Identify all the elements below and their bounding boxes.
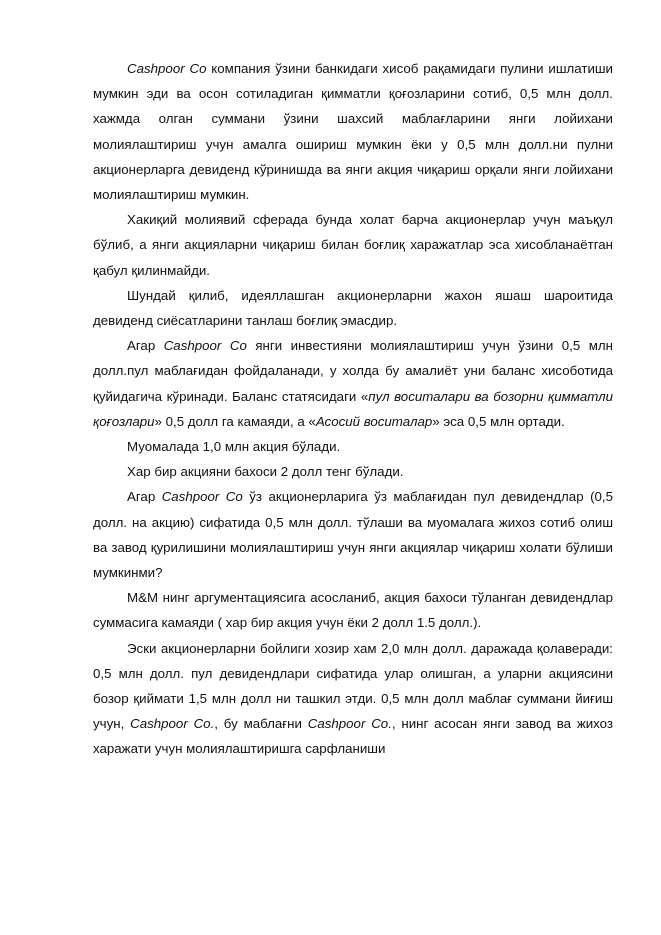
paragraph xyxy=(93,484,613,585)
text: янги инвестияни молиялаштириш учун ўзини 0,5 млн долл.пул маблағидан фойдаланади, у холда бу амалиёт уни баланс хисоботида қуйидагича кўринади. Баланс статясидаги « xyxy=(93,338,613,404)
paragraph xyxy=(93,636,613,762)
text: M&M нинг аргументациясига асосланиб, акция бахоси тўланган девидендлар суммасига камаяди ( хар бир акция учун ёки 2 долл 1.5 долл.). xyxy=(93,590,613,631)
text: Агар xyxy=(127,489,162,505)
paragraph xyxy=(93,56,613,207)
text: , нинг асосан янги завод ва жихоз харажати учун молиялаштиришга сарфланиши xyxy=(93,716,613,757)
text: » 0,5 долл га камаяди, а « xyxy=(154,413,316,429)
italic-text: Cashpoor Co xyxy=(127,61,207,76)
text: Хар бир акцияни бахоси 2 долл тенг бўлади. xyxy=(127,464,404,480)
paragraph xyxy=(93,434,613,459)
text: , бу маблағни xyxy=(214,716,308,732)
text: Эски акционерларни бойлиги хозир хам 2,0 млн долл. даражада қолаверади: 0,5 млн долл. пул девидендлари сифатида улар олишган, а уларни акциясини бозор қиймати 1,5 млн долл ни ташкил этди. 0,5 млн долл маблағ суммани йиғиш учун, xyxy=(93,640,613,732)
text: Агар xyxy=(127,338,164,354)
text: Хакиқий молиявий сферада бунда холат барча акционерлар учун маъқул бўлиб, а янги акцияларни чиқариш билан боғлиқ харажатлар эса хисобланаётган қабул қилинмайди. xyxy=(93,212,613,278)
text: компания ўзини банкидаги хисоб рақамидаги пулини ишлатиши мумкин эди ва осон сотиладиган қимматли қоғозларини сотиб, 0,5 млн долл. хажмда олган суммани ўзини шахсий маблағларини янги лойихани молиялаштириш учун амалга ошириш мумкин ёки у 0,5 млн долл.ни пулни акционерларга девиденд кўринишда ва янги акция чиқариш орқали янги лойихани молиялаштириш мумкин. xyxy=(93,61,613,203)
italic-text: пул воситалари ва бозорни қимматли қоғозлари xyxy=(93,388,613,429)
text: Шундай қилиб, идеяллашган акционерларни жахон яшаш шароитида девиденд сиёсатларини танлаш боғлиқ эмасдир. xyxy=(93,287,613,329)
italic-text: Cashpoor Co. xyxy=(130,716,215,732)
paragraph xyxy=(93,207,613,283)
paragraph xyxy=(93,585,613,635)
italic-text: Cashpoor Co xyxy=(163,338,247,354)
italic-text: Асосий воситалар xyxy=(315,413,433,429)
paragraph xyxy=(93,459,613,484)
document-body xyxy=(93,56,613,762)
italic-text: Cashpoor Co. xyxy=(307,716,392,732)
text: Муомалада 1,0 млн акция бўлади. xyxy=(127,439,341,455)
paragraph xyxy=(93,333,613,434)
italic-text: Cashpoor Co xyxy=(161,489,243,505)
text: ўз акционерларига ўз маблағидан пул девидендлар (0,5 долл. на акцию) сифатида 0,5 млн долл. тўлаши ва муомалага жихоз сотиб олиш ва завод қурилишини молиялаштириш учун янги акциялар чиқариш холати бўлиши мумкинми? xyxy=(93,489,613,581)
text: » эса 0,5 млн ортади. xyxy=(432,413,565,429)
paragraph xyxy=(93,283,613,333)
